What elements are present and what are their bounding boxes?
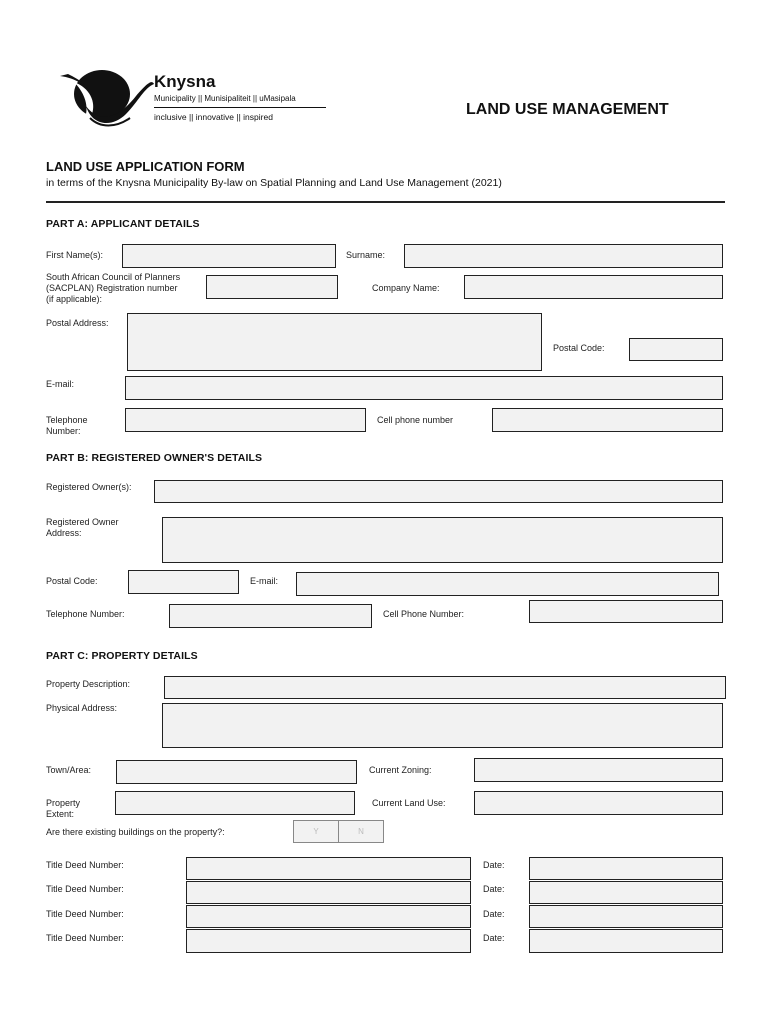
current-zoning-label: Current Zoning: bbox=[369, 765, 432, 775]
title-deed-date-field[interactable] bbox=[529, 881, 723, 904]
telephone-field[interactable] bbox=[125, 408, 366, 432]
brand-tagline-2: inclusive || innovative || inspired bbox=[154, 112, 273, 122]
title-deed-field[interactable] bbox=[186, 929, 471, 953]
title-deed-date-field[interactable] bbox=[529, 929, 723, 953]
company-name-field[interactable] bbox=[464, 275, 723, 299]
physical-address-field[interactable] bbox=[162, 703, 723, 748]
owner-email-field[interactable] bbox=[296, 572, 719, 596]
title-deed-date-field[interactable] bbox=[529, 857, 723, 880]
property-description-label: Property Description: bbox=[46, 679, 131, 689]
email-label: E-mail: bbox=[46, 379, 75, 389]
owner-email-label: E-mail: bbox=[250, 576, 279, 586]
brand-divider bbox=[154, 107, 326, 108]
header-rule bbox=[46, 201, 725, 203]
cellphone-label: Cell phone number bbox=[377, 415, 454, 425]
part-a-heading: PART A: APPLICANT DETAILS bbox=[46, 218, 200, 230]
owner-address-field[interactable] bbox=[162, 517, 723, 563]
title-deed-field[interactable] bbox=[186, 905, 471, 928]
document-title: LAND USE MANAGEMENT bbox=[466, 101, 669, 118]
title-deed-label: Title Deed Number: bbox=[46, 909, 124, 919]
owner-telephone-label: Telephone Number: bbox=[46, 609, 125, 619]
owner-cellphone-field[interactable] bbox=[529, 600, 723, 623]
current-land-use-field[interactable] bbox=[474, 791, 723, 815]
form-subtitle: in terms of the Knysna Municipality By-law on Spatial Planning and Land Use Management (2021) bbox=[46, 177, 502, 189]
town-area-label: Town/Area: bbox=[46, 765, 92, 775]
property-extent-label: Property Extent: bbox=[46, 798, 81, 819]
telephone-label: Telephone Number: bbox=[46, 415, 88, 436]
postal-address-field[interactable] bbox=[127, 313, 542, 371]
company-name-label: Company Name: bbox=[372, 283, 440, 293]
registered-owners-field[interactable] bbox=[154, 480, 723, 503]
title-deed-field[interactable] bbox=[186, 881, 471, 904]
current-land-use-label: Current Land Use: bbox=[372, 798, 446, 808]
form-title: LAND USE APPLICATION FORM bbox=[46, 159, 245, 174]
owner-postal-code-label: Postal Code: bbox=[46, 576, 98, 586]
owner-cellphone-label: Cell Phone Number: bbox=[383, 609, 465, 619]
sacplan-field[interactable] bbox=[206, 275, 338, 299]
registered-owners-label: Registered Owner(s): bbox=[46, 482, 132, 492]
title-deed-date-label: Date: bbox=[483, 933, 505, 943]
postal-address-label: Postal Address: bbox=[46, 318, 109, 328]
title-deed-field[interactable] bbox=[186, 857, 471, 880]
first-names-label: First Name(s): bbox=[46, 250, 103, 260]
brand-name: Knysna bbox=[154, 72, 216, 91]
cellphone-field[interactable] bbox=[492, 408, 723, 432]
part-c-heading: PART C: PROPERTY DETAILS bbox=[46, 650, 198, 662]
brand-tagline-1: Municipality || Munisipaliteit || uMasipala bbox=[154, 94, 296, 103]
owner-address-label: Registered Owner Address: bbox=[46, 517, 119, 538]
owner-telephone-field[interactable] bbox=[169, 604, 372, 628]
town-area-field[interactable] bbox=[116, 760, 357, 784]
existing-buildings-label: Are there existing buildings on the property?: bbox=[46, 827, 225, 837]
sacplan-label: South African Council of Planners (SACPLAN) Registration number (if applicable): bbox=[46, 272, 181, 304]
title-deed-date-label: Date: bbox=[483, 884, 505, 894]
first-names-field[interactable] bbox=[122, 244, 336, 268]
surname-field[interactable] bbox=[404, 244, 723, 268]
title-deed-date-label: Date: bbox=[483, 909, 505, 919]
email-field[interactable] bbox=[125, 376, 723, 400]
existing-buildings-yes[interactable]: Y bbox=[293, 820, 339, 843]
property-description-field[interactable] bbox=[164, 676, 726, 699]
title-deed-date-label: Date: bbox=[483, 860, 505, 870]
postal-code-label: Postal Code: bbox=[553, 343, 605, 353]
surname-label: Surname: bbox=[346, 250, 386, 260]
property-extent-field[interactable] bbox=[115, 791, 355, 815]
title-deed-date-field[interactable] bbox=[529, 905, 723, 928]
title-deed-label: Title Deed Number: bbox=[46, 860, 124, 870]
knysna-logo-icon bbox=[56, 62, 156, 130]
physical-address-label: Physical Address: bbox=[46, 703, 118, 713]
owner-postal-code-field[interactable] bbox=[128, 570, 239, 594]
title-deed-label: Title Deed Number: bbox=[46, 884, 124, 894]
title-deed-label: Title Deed Number: bbox=[46, 933, 124, 943]
existing-buildings-no[interactable]: N bbox=[338, 820, 384, 843]
postal-code-field[interactable] bbox=[629, 338, 723, 361]
current-zoning-field[interactable] bbox=[474, 758, 723, 782]
part-b-heading: PART B: REGISTERED OWNER'S DETAILS bbox=[46, 452, 263, 464]
